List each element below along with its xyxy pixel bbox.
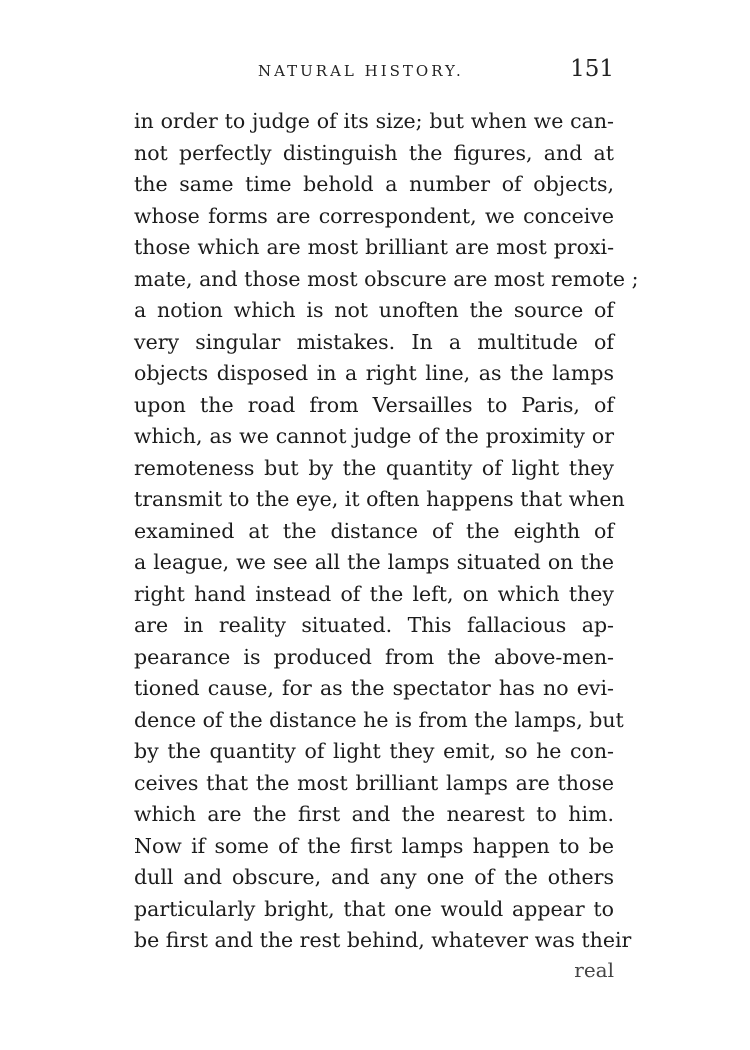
text-line: Now if some of the first lamps happen to be bbox=[134, 833, 614, 858]
text-line: in order to judge of its size; but when we can- bbox=[134, 109, 614, 133]
text-line: objects disposed in a right line, as the lamps bbox=[134, 361, 614, 385]
text-line: particularly bright, that one would appear to bbox=[134, 896, 614, 921]
text-line: right hand instead of the left, on which they bbox=[134, 581, 614, 606]
text-line: which, as we cannot judge of the proximity or bbox=[134, 424, 614, 448]
text-line: those which are most brilliant are most proxi- bbox=[134, 235, 614, 259]
text-line: the same time behold a number of objects, bbox=[134, 172, 614, 196]
text-line: upon the road from Versailles to Paris, of bbox=[134, 392, 614, 417]
text-line: tioned cause, for as the spectator has no evi- bbox=[134, 676, 614, 700]
text-line: be first and the rest behind, whatever was their bbox=[134, 928, 632, 952]
text-line: not perfectly distinguish the figures, and at bbox=[134, 140, 614, 165]
text-line: mate, and those most obscure are most remote ; bbox=[134, 266, 639, 291]
text-line: very singular mistakes. In a multitude of bbox=[134, 329, 614, 354]
text-line: a league, we see all the lamps situated on the bbox=[134, 550, 614, 574]
running-head bbox=[134, 56, 614, 96]
text-line: examined at the distance of the eighth of bbox=[134, 518, 614, 543]
text-line: are in reality situated. This fallacious ap- bbox=[134, 613, 614, 637]
text-line: which are the first and the nearest to him. bbox=[134, 802, 614, 826]
catchword: real bbox=[574, 958, 614, 982]
text-line: transmit to the eye, it often happens that when bbox=[134, 487, 625, 511]
text-line: ceives that the most brilliant lamps are those bbox=[134, 770, 614, 795]
running-title: NATURAL HISTORY. bbox=[258, 62, 464, 80]
text-line: dence of the distance he is from the lamps, but bbox=[134, 707, 624, 732]
page-number: 151 bbox=[570, 56, 614, 82]
text-line: whose forms are correspondent, we conceive bbox=[134, 203, 614, 228]
text-line: pearance is produced from the above-men- bbox=[134, 644, 614, 669]
body-text bbox=[134, 106, 639, 957]
text-line: remoteness but by the quantity of light they bbox=[134, 455, 614, 480]
text-line: a notion which is not unoften the source of bbox=[134, 298, 614, 322]
text-line: by the quantity of light they emit, so he con- bbox=[134, 739, 614, 763]
text-line: dull and obscure, and any one of the others bbox=[134, 865, 614, 889]
